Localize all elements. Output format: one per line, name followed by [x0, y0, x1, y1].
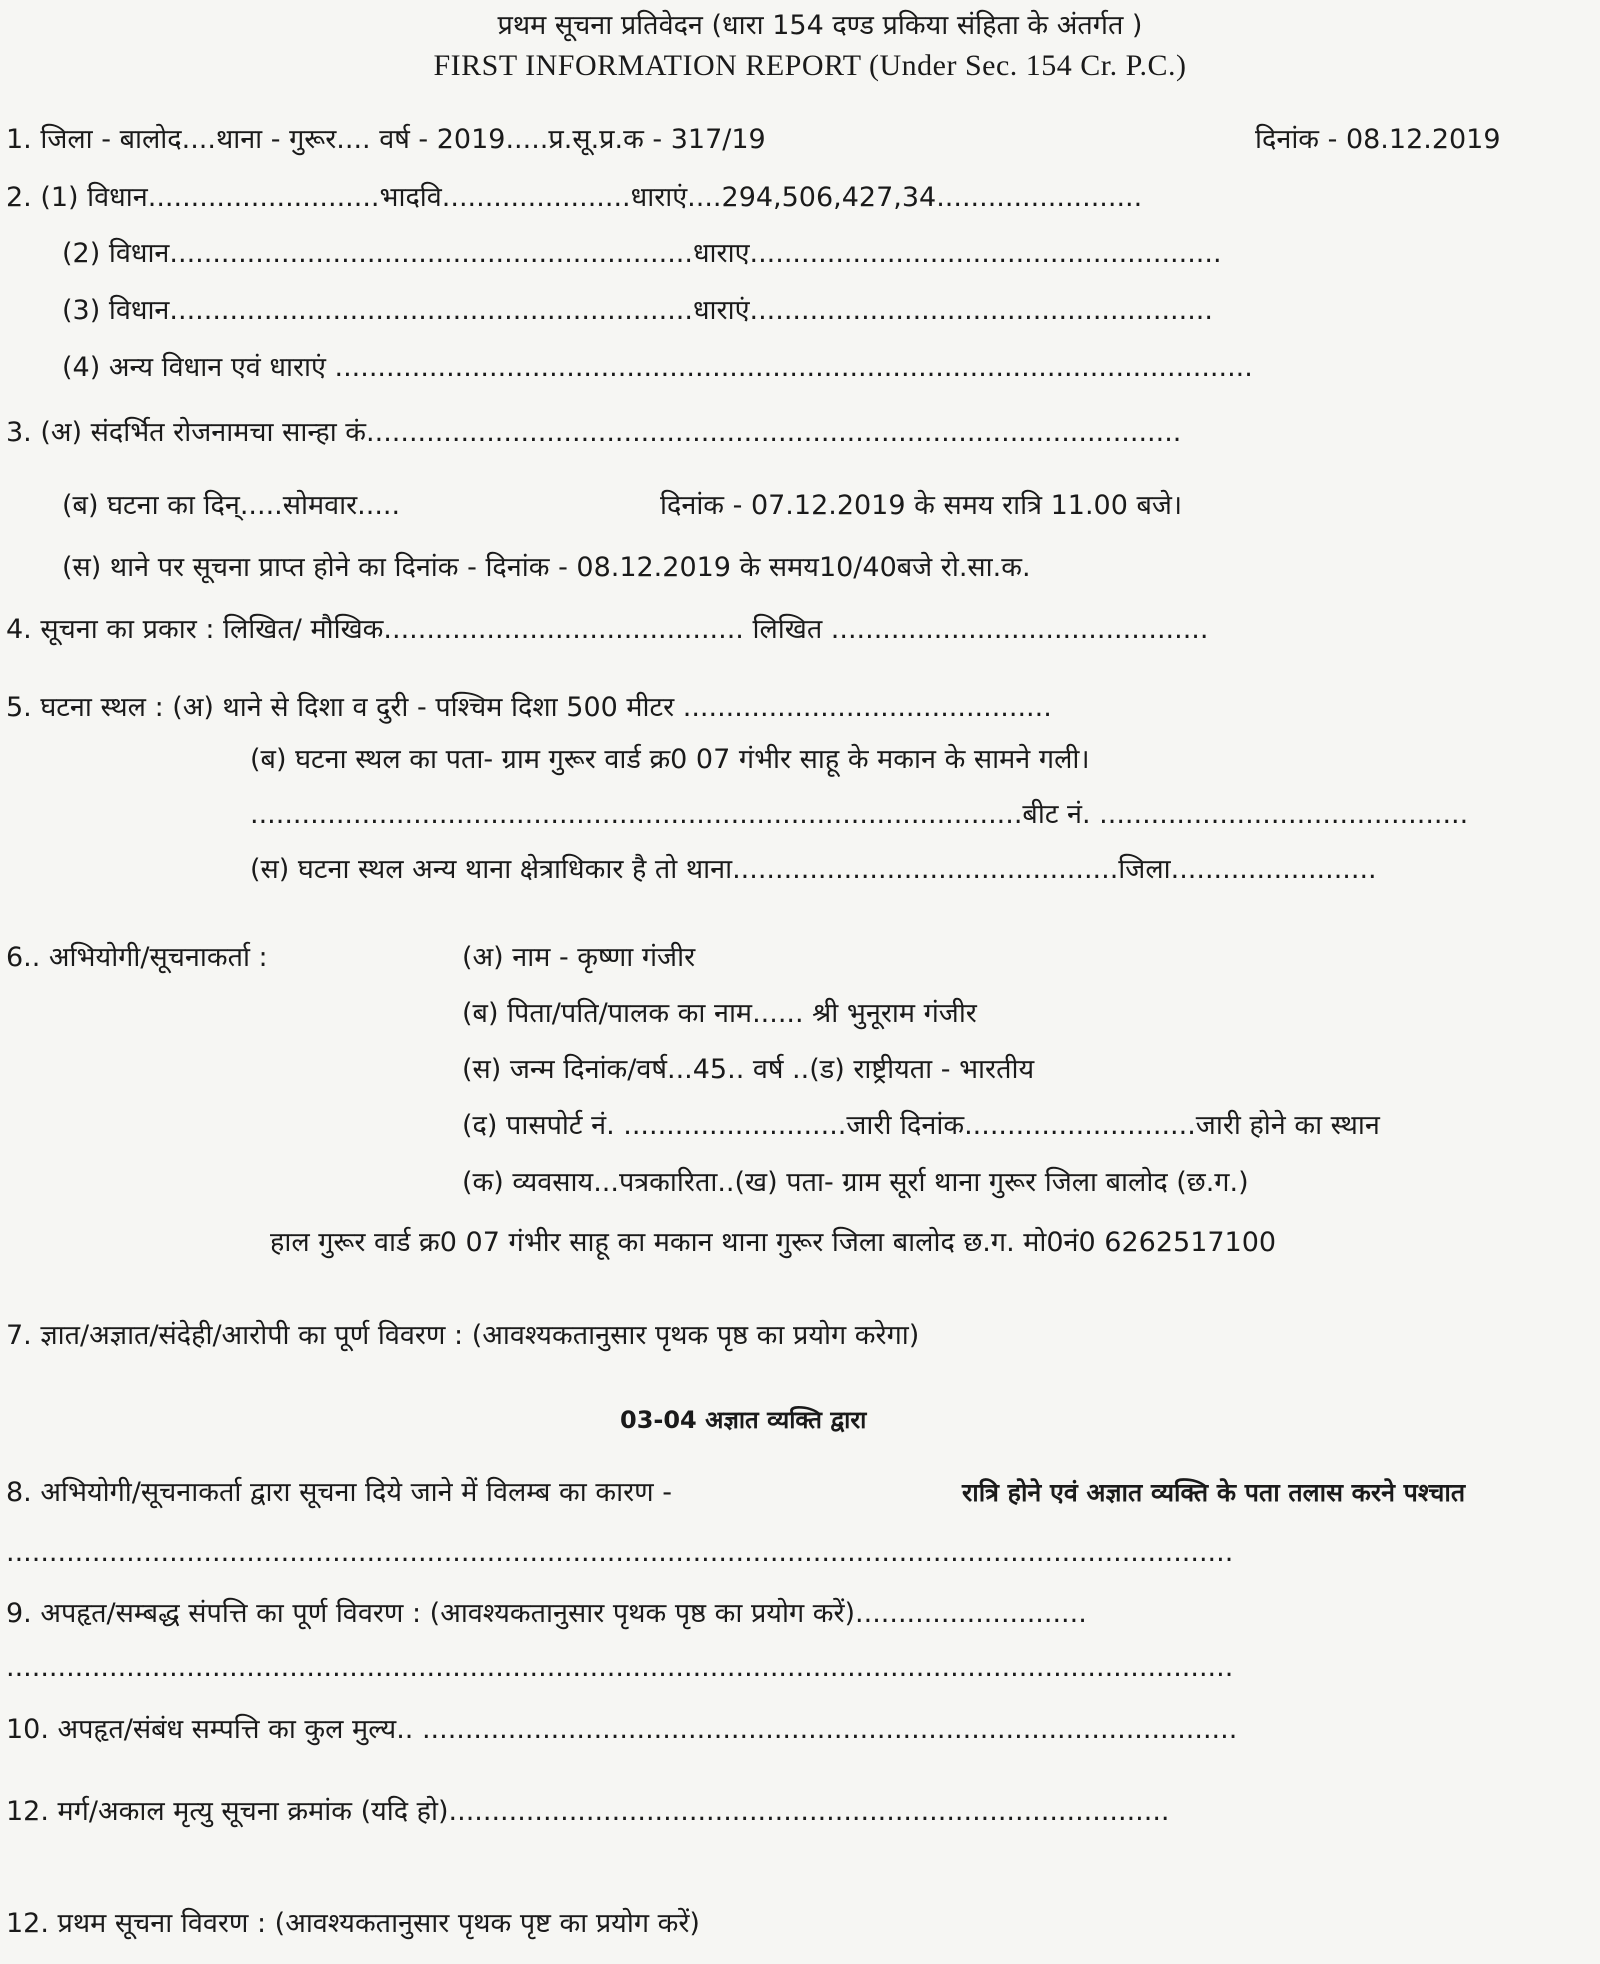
- item-7: 7. ज्ञात/अज्ञात/संदेही/आरोपी का पूर्ण विवरण : (आवश्यकतानुसार पृथक पृष्ठ का प्रयोग करेगा): [6, 1320, 920, 1351]
- item-11-death-report: 12. मर्ग/अकाल मृत्यु सूचना क्रमांक (यदि हो)....................................................................................: [6, 1796, 1170, 1827]
- complainant-current-address: हाल गुरूर वार्ड क्र0 07 गंभीर साहू का मकान थाना गुरूर जिला बालोद छ.ग. मो0नं0 6262517100: [270, 1227, 1277, 1258]
- title-hindi: प्रथम सूचना प्रतिवेदन (धारा 154 दण्ड प्रकिया संहिता के अंतर्गत ): [497, 10, 1143, 41]
- item-3-b-day: (ब) घटना का दिन्.....सोमवार.....: [62, 490, 401, 521]
- complainant-age-nationality: (स) जन्म दिनांक/वर्ष...45.. वर्ष ..(ड) राष्ट्रीयता - भारतीय: [462, 1054, 1035, 1085]
- item-5-b-beat: ..........................................................................................बीट नं. ...........................................: [250, 799, 1469, 830]
- item-2-line-2: (2) विधान.............................................................धाराए.......................................................: [62, 238, 1222, 269]
- item-5-c: (स) घटना स्थल अन्य थाना क्षेत्राधिकार है तो थाना.............................................जिला........................: [250, 854, 1377, 885]
- complainant-father: (ब) पिता/पति/पालक का नाम...... श्री भुनूराम गंजीर: [462, 998, 977, 1029]
- item-1-text: 1. जिला - बालोद....थाना - गुरूर.... वर्ष - 2019.....प्र.सू.प्र.क - 317/19: [6, 124, 766, 155]
- item-12-first-info: 12. प्रथम सूचना विवरण : (आवश्यकतानुसार पृथक पृष्ट का प्रयोग करें): [6, 1908, 700, 1939]
- item-3-c: (स) थाने पर सूचना प्राप्त होने का दिनांक - दिनांक - 08.12.2019 के समय10/40बजे रो.सा.क.: [62, 552, 1031, 583]
- item-3-a: 3. (अ) संदर्भित रोजनामचा सान्हा कं...............................................................................................: [6, 417, 1182, 448]
- item-3-b-date: दिनांक - 07.12.2019 के समय रात्रि 11.00 बजे।: [660, 490, 1183, 521]
- complainant-passport: (द) पासपोर्ट नं. ..........................जारी दिनांक...........................जारी होने का स्थान: [462, 1110, 1380, 1141]
- complainant-occupation-address: (क) व्यवसाय...पत्रकारिता..(ख) पता- ग्राम सूर्रा थाना गुरूर जिला बालोद (छ.ग.): [462, 1167, 1249, 1198]
- item-4: 4. सूचना का प्रकार : लिखित/ मौखिक.......................................... लिखित ............................................: [6, 614, 1209, 645]
- item-5-a: 5. घटना स्थल : (अ) थाने से दिशा व दुरी - पश्चिम दिशा 500 मीटर ...........................................: [6, 692, 1052, 723]
- item-10: 10. अपहृत/संबंध सम्पत्ति का कुल मुल्य.. ...............................................................................................: [6, 1714, 1238, 1745]
- title-english: FIRST INFORMATION REPORT (Under Sec. 154 Cr. P.C.): [433, 49, 1187, 82]
- item-9: 9. अपहृत/सम्बद्ध संपत्ति का पूर्ण विवरण : (आवश्यकतानुसार पृथक पृष्ठ का प्रयोग करें)...........................: [6, 1598, 1087, 1629]
- item-8: 8. अभियोगी/सूचनाकर्ता द्वारा सूचना दिये जाने में विलम्ब का कारण -: [6, 1477, 672, 1508]
- item-9-dots: ...............................................................................................................................................: [6, 1652, 1234, 1683]
- delay-reason: रात्रि होने एवं अज्ञात व्यक्ति के पता तलास करने पश्चात: [962, 1478, 1466, 1507]
- item-8-dots: ...............................................................................................................................................: [6, 1537, 1234, 1568]
- accused-detail: 03-04 अज्ञात व्यक्ति द्वारा: [620, 1406, 867, 1434]
- item-6-label: 6.. अभियोगी/सूचनाकर्ता :: [6, 942, 268, 973]
- item-2-line-3: (3) विधान.............................................................धाराएं......................................................: [62, 295, 1213, 326]
- complainant-name: (अ) नाम - कृष्णा गंजीर: [462, 942, 696, 973]
- item-2-line-1: 2. (1) विधान...........................भादवि......................धाराएं....294,506,427,34........................: [6, 182, 1143, 213]
- report-date: दिनांक - 08.12.2019: [1255, 124, 1501, 155]
- item-2-line-4: (4) अन्य विधान एवं धाराएं ...........................................................................................................: [62, 352, 1253, 383]
- item-5-b: (ब) घटना स्थल का पता- ग्राम गुरूर वार्ड क्र0 07 गंभीर साहू के मकान के सामने गली।: [250, 744, 1090, 775]
